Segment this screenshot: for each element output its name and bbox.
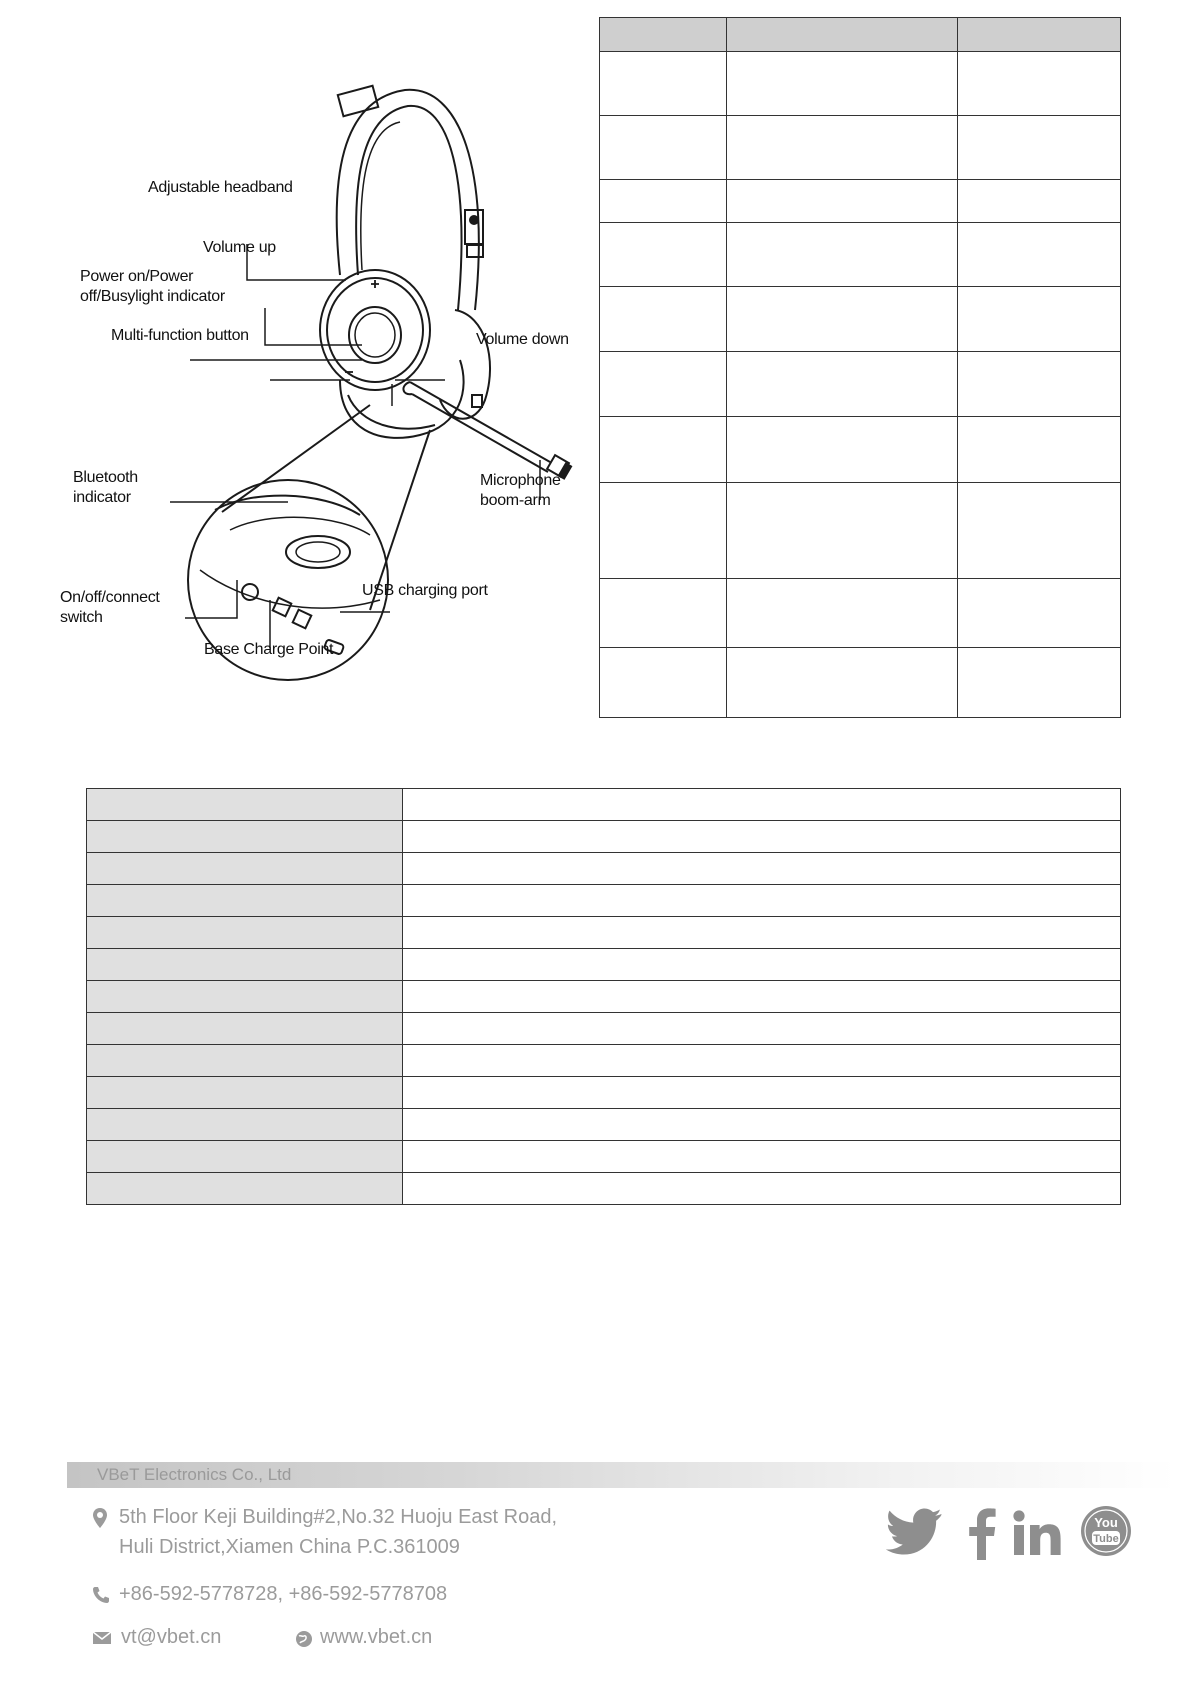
- table-row: [600, 579, 1121, 648]
- table-row: [87, 789, 1121, 821]
- table-row: [87, 821, 1121, 853]
- table-row: [600, 648, 1121, 718]
- table-row: [87, 981, 1121, 1013]
- address-line-1: 5th Floor Keji Building#2,No.32 Huoju East Road,: [119, 1506, 558, 1528]
- youtube-text-top: You: [1094, 1515, 1118, 1530]
- specification-table: [86, 788, 1121, 1205]
- label-base-charge-point: Base Charge Point: [204, 641, 334, 658]
- table-row: [600, 287, 1121, 352]
- email-icon: [92, 1631, 112, 1645]
- table-row: [87, 853, 1121, 885]
- table-row: [600, 180, 1121, 223]
- table-header-cell: [600, 18, 727, 52]
- table-row: [600, 352, 1121, 417]
- address-line-2: Huli District,Xiamen China P.C.361009: [119, 1536, 460, 1558]
- label-on-off-connect-switch: On/off/connect switch: [60, 589, 160, 626]
- website-url[interactable]: www.vbet.cn: [320, 1626, 433, 1648]
- label-bluetooth-indicator: Bluetooth indicator: [73, 469, 138, 506]
- linkedin-icon[interactable]: [1013, 1510, 1061, 1556]
- company-name: VBeT Electronics Co., Ltd: [97, 1465, 292, 1484]
- location-pin-icon: [92, 1507, 108, 1529]
- table-row: [87, 1013, 1121, 1045]
- label-usb-charging-port: USB charging port: [362, 582, 488, 599]
- facebook-icon[interactable]: [968, 1508, 996, 1560]
- table-row: [600, 417, 1121, 483]
- table-row: [600, 223, 1121, 287]
- table-row: [600, 52, 1121, 116]
- email-address[interactable]: vt@vbet.cn: [121, 1626, 222, 1648]
- youtube-icon[interactable]: [1080, 1505, 1132, 1557]
- globe-icon: [295, 1630, 313, 1648]
- label-adjustable-headband: Adjustable headband: [148, 179, 293, 196]
- table-row: [87, 1173, 1121, 1205]
- table-row: [87, 1141, 1121, 1173]
- table-row: [87, 917, 1121, 949]
- phone-numbers: +86-592-5778728, +86-592-5778708: [119, 1583, 448, 1605]
- headset-diagram: [40, 60, 600, 700]
- twitter-icon[interactable]: [886, 1508, 944, 1556]
- table-row: [600, 483, 1121, 579]
- table-header-row: [600, 18, 1121, 52]
- label-volume-up: Volume up: [203, 239, 276, 256]
- footer-band: [67, 1462, 1177, 1488]
- phone-icon: [92, 1586, 110, 1604]
- table-header-cell: [958, 18, 1121, 52]
- table-row: [87, 885, 1121, 917]
- table-row: [87, 1109, 1121, 1141]
- table-row: [87, 1077, 1121, 1109]
- table-row: [600, 116, 1121, 180]
- label-microphone-boom-arm: Microphone boom-arm: [480, 472, 561, 509]
- youtube-text-bottom: Tube: [1093, 1533, 1119, 1545]
- table-row: [87, 1045, 1121, 1077]
- table-header-cell: [727, 18, 958, 52]
- label-volume-down: Volume down: [476, 331, 569, 348]
- table-row: [87, 949, 1121, 981]
- label-power-indicator: Power on/Power off/Busylight indicator: [80, 268, 225, 305]
- label-multi-function-button: Multi-function button: [111, 327, 249, 344]
- feature-table: [599, 17, 1121, 718]
